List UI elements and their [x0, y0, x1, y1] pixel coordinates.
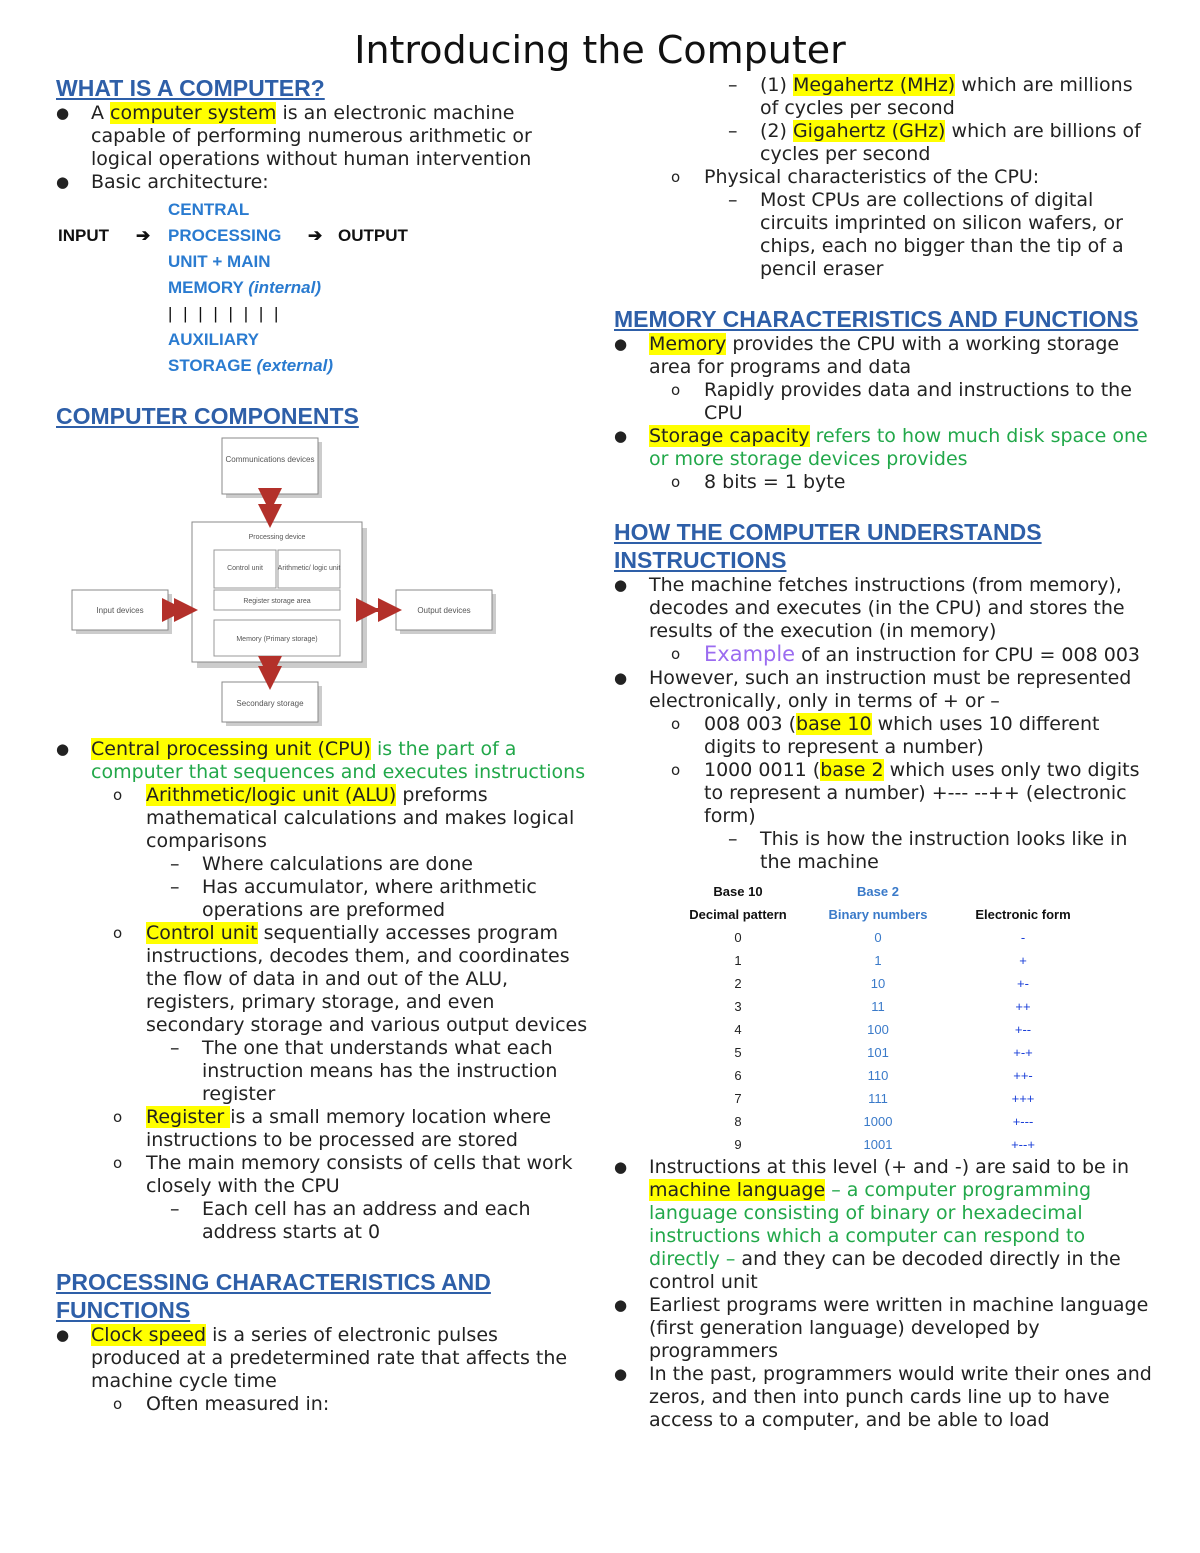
list-item: [56, 1106, 591, 1152]
bullet-icon: ●: [56, 104, 70, 122]
table-cell: +--: [1014, 1022, 1032, 1037]
text: Often measured in:: [146, 1393, 330, 1415]
table-cell: 9: [734, 1137, 742, 1152]
list-item: [56, 1152, 591, 1198]
bullet-icon: ●: [614, 427, 628, 445]
table-header-electronic: Electronic form: [975, 907, 1071, 922]
text: which uses only two digits to represent a number) +--- --++ (electronic form): [704, 759, 1140, 827]
list-item: [614, 828, 1154, 874]
control-unit-label: Control unit: [227, 565, 263, 572]
table-row: [668, 972, 1098, 995]
table-row: [668, 926, 1098, 949]
list-item: [614, 120, 1154, 166]
table-cell: 0: [874, 930, 882, 945]
table-cell: 6: [734, 1068, 742, 1083]
arrow-right-icon: ➔: [308, 226, 323, 245]
circle-bullet-icon: o: [113, 924, 123, 942]
list-item: [614, 667, 1154, 713]
bullet-icon: ●: [614, 335, 628, 353]
table-cell: +-+: [1013, 1045, 1033, 1060]
list-item: [614, 379, 1154, 425]
bullet-icon: ●: [614, 669, 628, 687]
output-label: Output devices: [417, 606, 471, 615]
list-item: [614, 643, 1154, 667]
text: However, such an instruction must be represented electronically, only in terms of + or –: [649, 667, 1132, 712]
text: Most CPUs are collections of digital circuits imprinted on silicon wafers, or chips, each no bigger than the tip of a pencil eraser: [760, 189, 1124, 280]
circle-bullet-icon: o: [671, 473, 681, 491]
list-item: [56, 1393, 591, 1416]
table-cell: +--+: [1011, 1137, 1035, 1152]
highlight-term: Central processing unit (CPU): [91, 738, 371, 760]
circle-bullet-icon: o: [671, 168, 681, 186]
list-item: [56, 171, 591, 194]
table-row: [668, 1087, 1098, 1110]
components-diagram-svg: [64, 434, 504, 726]
list-item: [56, 876, 591, 922]
dash-icon: –: [728, 74, 738, 96]
text: 008 003 (: [704, 713, 797, 735]
dash-icon: –: [170, 876, 180, 898]
bullet-icon: ●: [56, 173, 70, 191]
text: Where calculations are done: [202, 853, 473, 875]
secondary-label: Secondary storage: [236, 699, 304, 708]
text: is a small memory location where instructions to be processed are stored: [146, 1106, 552, 1151]
list-item: [614, 189, 1154, 281]
table-cell: 1000: [863, 1114, 893, 1129]
table-body: [668, 926, 1098, 1156]
table-cell: -: [1020, 930, 1026, 945]
highlight-term: Memory: [649, 333, 727, 355]
table-cell: +---: [1012, 1114, 1034, 1129]
text: which are billions of cycles per second: [760, 120, 1141, 165]
table-cell: 111: [868, 1091, 888, 1106]
list-item: [56, 1037, 591, 1106]
table-header-binary: Binary numbers: [828, 907, 928, 922]
text: preforms mathematical calculations and makes logical comparisons: [146, 784, 575, 852]
bullet-icon: ●: [614, 576, 628, 594]
circle-bullet-icon: o: [113, 786, 123, 804]
text: (2): [760, 120, 793, 142]
text: (internal): [248, 278, 322, 297]
table-cell: 0: [734, 930, 742, 945]
table-cell: 101: [867, 1045, 889, 1060]
arch-bars: | | | | | | | |: [168, 304, 282, 323]
text: Rapidly provides data and instructions to the CPU: [704, 379, 1132, 424]
list-item: [56, 853, 591, 876]
table-cell: 3: [734, 999, 742, 1014]
table-row: [668, 1133, 1098, 1156]
table-cell: 11: [871, 999, 885, 1014]
list-item: [614, 74, 1154, 120]
bullet-icon: ●: [614, 1296, 628, 1314]
circle-bullet-icon: o: [113, 1395, 123, 1413]
memory-label: Memory (Primary storage): [236, 636, 318, 643]
circle-bullet-icon: o: [113, 1154, 123, 1172]
table-cell: 1: [734, 953, 742, 968]
arch-storage: [168, 354, 333, 377]
table-cell: 7: [734, 1091, 742, 1106]
text: is an electronic machine capable of performing numerous arithmetic or logical operations without human intervention: [91, 102, 532, 170]
highlight-term: Megahertz (MHz): [792, 74, 956, 96]
table-row: [668, 1110, 1098, 1133]
dash-icon: –: [728, 828, 738, 850]
right-column: [614, 74, 1154, 1432]
highlight-term: base 10: [796, 713, 872, 735]
list-item: [614, 1156, 1154, 1294]
list-item: [56, 102, 591, 171]
dash-icon: –: [170, 1037, 180, 1059]
list-item: [614, 1294, 1154, 1363]
table-cell: 100: [867, 1022, 889, 1037]
table-cell: 10: [870, 976, 886, 991]
text: The machine fetches instructions (from memory), decodes and executes (in the CPU) and stores the results of the execution (in memory): [649, 574, 1125, 642]
heading-memory-characteristics: MEMORY CHARACTERISTICS AND FUNCTIONS: [614, 306, 1139, 332]
table-cell: 1001: [863, 1137, 893, 1152]
text: which uses 10 different digits to represent a number): [704, 713, 1100, 758]
definition: – a computer programming language consisting of binary or hexadecimal instructions which a computer can respond to directly –: [649, 1179, 1092, 1270]
text: is a series of electronic pulses produced at a predetermined rate that affects the machine cycle time: [91, 1324, 568, 1392]
arch-output: OUTPUT: [338, 226, 408, 245]
text: STORAGE: [168, 356, 252, 375]
highlight-term: Arithmetic/logic unit (ALU): [146, 784, 397, 806]
table-cell: +: [1019, 953, 1027, 968]
highlight-term: computer system: [110, 102, 277, 124]
text: sequentially accesses program instructions, decodes them, and coordinates the flow of data in and out of the ALU, registers, primary storage, and even secondary storage and various output devices: [146, 922, 588, 1036]
text: The main memory consists of cells that work closely with the CPU: [146, 1152, 573, 1197]
table-cell: 110: [867, 1068, 889, 1083]
table-header-base2: Base 2: [857, 884, 899, 899]
bullet-icon: ●: [614, 1365, 628, 1383]
table-cell: +-: [1017, 976, 1029, 991]
highlight-term: machine language: [649, 1179, 826, 1201]
text: 8 bits = 1 byte: [704, 471, 846, 493]
table-row: [668, 1041, 1098, 1064]
table-cell: 8: [734, 1114, 742, 1129]
arrow-right-icon: ➔: [136, 226, 151, 245]
base-conversion-table: [668, 880, 1098, 1156]
list-item: [614, 425, 1154, 471]
text: In the past, programmers would write their ones and zeros, and then into punch cards line up to have access to a computer, and be able to load: [649, 1363, 1152, 1431]
highlight-term: Storage capacity: [649, 425, 810, 447]
architecture-flow: [56, 196, 591, 378]
heading-computer-components: COMPUTER COMPONENTS: [56, 403, 359, 429]
text: which are millions of cycles per second: [760, 74, 1133, 119]
table-header-base10: Base 10: [713, 884, 763, 899]
components-diagram: [56, 434, 591, 732]
text: A: [91, 102, 111, 124]
heading-processing-characteristics: PROCESSING CHARACTERISTICS AND FUNCTIONS: [56, 1269, 491, 1323]
text: The one that understands what each instruction means has the instruction register: [202, 1037, 558, 1105]
definition: refers to how much disk space one or more storage devices provides: [649, 425, 1148, 470]
text: Earliest programs were written in machine language (first generation language) developed by programmers: [649, 1294, 1149, 1362]
text: Each cell has an address and each address starts at 0: [202, 1198, 531, 1243]
table-header-decimal: Decimal pattern: [689, 907, 787, 922]
text: (1): [760, 74, 793, 96]
table-row: [668, 949, 1098, 972]
list-item: [614, 1363, 1154, 1432]
text: MEMORY: [168, 278, 244, 297]
text: provides the CPU with a working storage area for programs and data: [649, 333, 1120, 378]
heading-what-is-a-computer: WHAT IS A COMPUTER?: [56, 75, 325, 101]
highlight-term: base 2: [820, 759, 884, 781]
dash-icon: –: [728, 189, 738, 211]
arch-auxiliary: AUXILIARY: [168, 330, 259, 349]
text: 1000 0011 (: [704, 759, 821, 781]
table-cell: 1: [874, 953, 882, 968]
alu-label: Arithmetic/ logic unit: [277, 565, 341, 572]
heading-how-computer-understands: HOW THE COMPUTER UNDERSTANDS INSTRUCTIONS: [614, 519, 1042, 573]
text: This is how the instruction looks like in the machine: [760, 828, 1128, 873]
dash-icon: –: [170, 853, 180, 875]
table-row: [668, 1018, 1098, 1041]
highlight-term: Register: [146, 1106, 231, 1128]
table-cell: ++: [1015, 999, 1031, 1014]
list-item: [614, 471, 1154, 494]
text: Basic architecture:: [91, 171, 269, 193]
table-row: [668, 995, 1098, 1018]
list-item: [56, 1324, 591, 1393]
list-item: [614, 574, 1154, 643]
comm-box: [222, 438, 318, 494]
bullet-icon: ●: [56, 740, 70, 758]
definition: is the part of a computer that sequences and executes instructions: [91, 738, 586, 783]
processing-device-label: Processing device: [248, 534, 306, 541]
example-word: Example: [704, 642, 796, 666]
arch-memory: [168, 276, 321, 299]
table-cell: 4: [734, 1022, 742, 1037]
comm-label: Communications devices: [225, 455, 315, 464]
table-cell: +++: [1011, 1091, 1035, 1106]
circle-bullet-icon: o: [671, 761, 681, 779]
text: of an instruction for CPU = 008 003: [795, 644, 1140, 666]
list-item: [614, 759, 1154, 828]
table-cell: ++-: [1013, 1068, 1033, 1083]
list-item: [56, 784, 591, 853]
page-title: Introducing the Computer: [354, 28, 846, 72]
highlight-term: Gigahertz (GHz): [792, 120, 946, 142]
circle-bullet-icon: o: [671, 645, 681, 663]
input-label: Input devices: [96, 606, 144, 615]
list-item: [56, 738, 591, 784]
list-item: [614, 333, 1154, 379]
text: and they can be decoded directly in the control unit: [649, 1248, 1121, 1293]
text: Has accumulator, where arithmetic operations are preformed: [202, 876, 537, 921]
table-cell: 2: [734, 976, 742, 991]
list-item: [614, 713, 1154, 759]
arch-central: CENTRAL: [168, 200, 250, 219]
highlight-term: Control unit: [146, 922, 258, 944]
text: (external): [256, 356, 334, 375]
list-item: [614, 166, 1154, 189]
list-item: [56, 922, 591, 1037]
left-column: [56, 74, 591, 1416]
table-row: [668, 1064, 1098, 1087]
circle-bullet-icon: o: [113, 1108, 123, 1126]
arch-input: INPUT: [58, 226, 109, 245]
text: Physical characteristics of the CPU:: [704, 166, 1040, 188]
bullet-icon: ●: [56, 1326, 70, 1344]
dash-icon: –: [728, 120, 738, 142]
circle-bullet-icon: o: [671, 381, 681, 399]
arch-unit-main: UNIT + MAIN: [168, 252, 271, 271]
dash-icon: –: [170, 1198, 180, 1220]
highlight-term: Clock speed: [91, 1324, 207, 1346]
arch-processing: PROCESSING: [168, 226, 282, 245]
bullet-icon: ●: [614, 1158, 628, 1176]
register-label: Register storage area: [243, 598, 311, 605]
table-cell: 5: [734, 1045, 742, 1060]
text: Instructions at this level (+ and -) are said to be in: [649, 1156, 1130, 1178]
circle-bullet-icon: o: [671, 715, 681, 733]
list-item: [56, 1198, 591, 1244]
